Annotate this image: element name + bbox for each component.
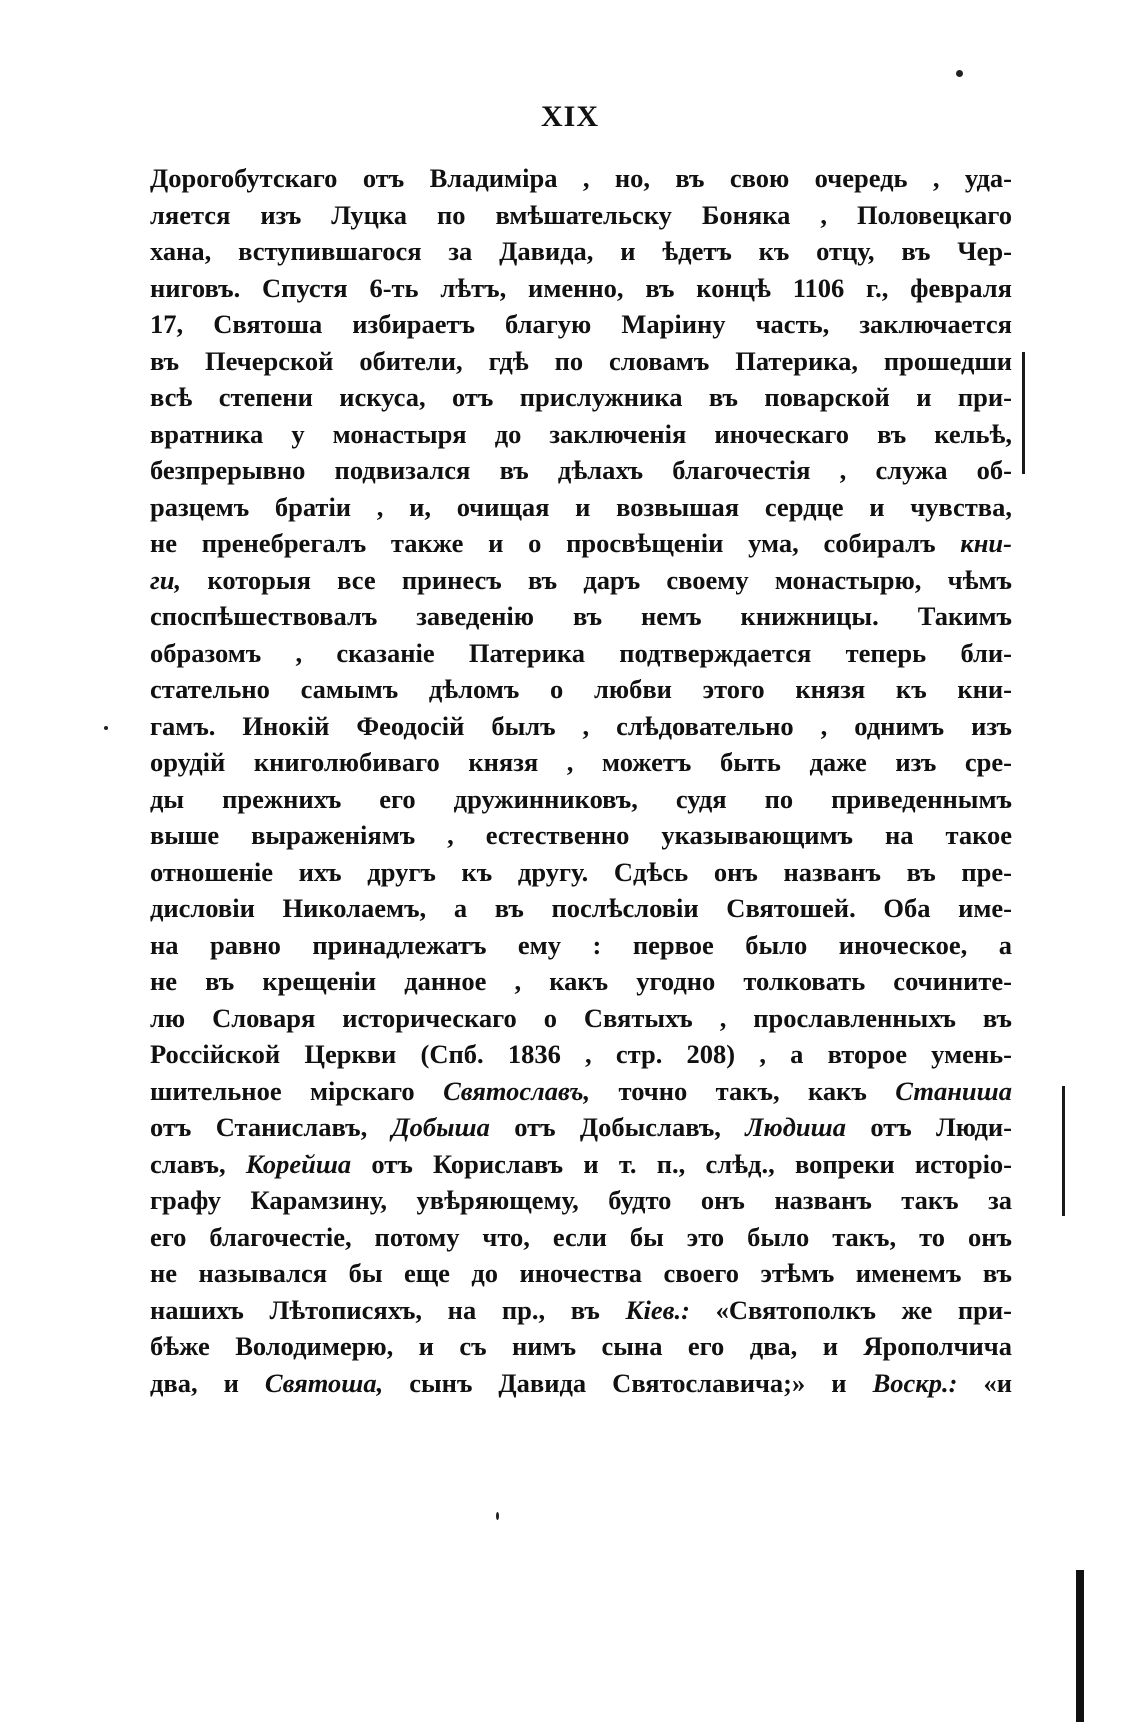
text-line <box>150 1292 1012 1329</box>
text-run: бѣже Володимерю, и съ нимъ сына его два, и Ярополчича <box>150 1331 1012 1361</box>
text-line <box>150 306 1012 343</box>
text-line <box>150 671 1012 708</box>
text-run: Россійской Церкви (Спб. 1836 , стр. 208) , а второе умень- <box>150 1039 1012 1069</box>
italic-text-run: Воскр.: <box>872 1367 958 1398</box>
text-run: въ Печерской обители, гдѣ по словамъ Патерика, прошедши <box>150 345 1012 376</box>
margin-edge-mark <box>1076 1570 1084 1722</box>
text-run: споспѣшествовалъ заведенію въ немъ книжницы. Такимъ <box>150 601 1012 631</box>
text-run: два, и <box>150 1367 265 1398</box>
italic-text-run: Добыша <box>391 1112 490 1142</box>
text-line <box>150 525 1012 562</box>
text-line <box>150 744 1012 781</box>
text-run: хана, вступившагося за Давида, и ѣдетъ къ отцу, въ Чер- <box>150 236 1012 266</box>
italic-text-run: ги, <box>150 564 182 595</box>
text-run: не назывался бы еще до иночества своего этѣмъ именемъ въ <box>150 1258 1012 1288</box>
text-run: сынъ Давида Святославича;» и <box>383 1367 873 1398</box>
text-run: его благочестіе, потому что, если бы это было такъ, то онъ <box>150 1221 1012 1252</box>
text-run: Дорогобутскаго отъ Владиміра , но, въ свою очередь , уда- <box>150 163 1012 193</box>
text-run: дисловіи Николаемъ, а въ послѣсловіи Святошей. Оба име- <box>150 893 1012 923</box>
text-line <box>150 1146 1012 1183</box>
text-run: славъ, <box>150 1148 246 1179</box>
text-line <box>150 1073 1012 1110</box>
text-line <box>150 1036 1012 1073</box>
text-line <box>150 197 1012 234</box>
text-line <box>150 1255 1012 1292</box>
italic-text-run: Корейша <box>245 1148 352 1179</box>
scan-speck <box>496 1512 499 1520</box>
text-run: ниговъ. Спустя 6-ть лѣтъ, именно, въ концѣ 1106 г., февраля <box>150 272 1012 303</box>
text-run: отъ Добыславъ, <box>489 1112 746 1142</box>
text-run: шительное мірскаго <box>150 1075 444 1106</box>
text-run: вратника у монастыря до заключенія иноческаго въ кельѣ, <box>150 418 1012 449</box>
text-run: «Святополкъ же при- <box>689 1294 1012 1325</box>
text-line <box>150 817 1012 854</box>
text-run: ляется изъ Луцка по вмѣшательску Боняка , Половецкаго <box>150 199 1012 230</box>
text-line <box>150 233 1012 270</box>
scan-speck <box>956 70 963 77</box>
margin-line-mark <box>1062 1086 1065 1216</box>
text-run: отъ Люди- <box>845 1112 1012 1142</box>
text-line <box>150 1000 1012 1037</box>
scan-speck <box>104 726 108 730</box>
text-line <box>150 781 1012 818</box>
text-line <box>150 1365 1012 1402</box>
text-run: выше выраженіямъ , естественно указывающимъ на такое <box>150 820 1012 850</box>
text-line <box>150 489 1012 526</box>
italic-text-run: Станиша <box>895 1075 1012 1106</box>
text-run: всѣ степени искуса, отъ прислужника въ поварской и при- <box>150 382 1012 412</box>
text-run: отъ Кориславъ и т. п., слѣд., вопреки исторіо- <box>351 1148 1012 1179</box>
text-line <box>150 927 1012 964</box>
text-line <box>150 160 1012 197</box>
text-run: образомъ , сказаніе Патерика подтверждается теперь бли- <box>150 637 1012 668</box>
text-line <box>150 562 1012 599</box>
italic-text-run: кни- <box>960 528 1012 558</box>
text-line <box>150 1328 1012 1365</box>
text-run: не въ крещеніи данное , какъ угодно толковать сочините- <box>150 966 1012 996</box>
text-run: на равно принадлежатъ ему : первое было иноческое, а <box>150 929 1012 960</box>
text-line <box>150 1109 1012 1146</box>
text-run: гамъ. Инокій Феодосій былъ , слѣдовательно , однимъ изъ <box>150 710 1012 741</box>
text-line <box>150 343 1012 380</box>
text-run: ды прежнихъ его дружинниковъ, судя по приведеннымъ <box>150 783 1012 814</box>
margin-line-mark <box>1022 352 1025 474</box>
text-run: лю Словаря историческаго о Святыхъ , прославленныхъ въ <box>150 1002 1012 1033</box>
text-line <box>150 635 1012 672</box>
page-number: XIX <box>540 100 599 133</box>
text-line <box>150 416 1012 453</box>
text-run: графу Карамзину, увѣряющему, будто онъ названъ такъ за <box>150 1185 1012 1215</box>
text-run: не пренебрегалъ также и о просвѣщеніи ума, собиралъ <box>150 528 961 558</box>
text-run: разцемъ братіи , и, очищая и возвышая сердце и чувства, <box>150 491 1012 522</box>
text-line <box>150 452 1012 489</box>
text-line <box>150 963 1012 1000</box>
text-run: которыя все принесъ въ даръ своему монастырю, чѣмъ <box>181 564 1012 595</box>
body-text <box>150 160 1012 1401</box>
text-line <box>150 270 1012 307</box>
text-run: нашихъ Лѣтописяхъ, на пр., въ <box>150 1294 626 1325</box>
italic-text-run: Людиша <box>745 1112 846 1142</box>
text-line <box>150 854 1012 891</box>
text-run: безпрерывно подвизался въ дѣлахъ благочестія , служа об- <box>150 455 1012 485</box>
text-run: 17, Святоша избираетъ благую Маріину часть, заключается <box>150 309 1012 339</box>
text-line <box>150 598 1012 635</box>
text-line <box>150 379 1012 416</box>
text-line <box>150 708 1012 745</box>
text-run: отъ Станиславъ, <box>150 1112 392 1142</box>
text-run: отношеніе ихъ другъ къ другу. Сдѣсь онъ названъ въ пре- <box>150 856 1012 887</box>
text-line <box>150 1219 1012 1256</box>
text-line <box>150 1182 1012 1219</box>
italic-text-run: Святославъ, <box>443 1075 591 1106</box>
italic-text-run: Кіев.: <box>625 1294 690 1325</box>
text-run: орудій книголюбиваго князя , можетъ быть даже изъ сре- <box>150 747 1012 777</box>
text-line <box>150 890 1012 927</box>
text-run: «и <box>957 1367 1012 1398</box>
italic-text-run: Святоша, <box>264 1367 384 1398</box>
text-run: стательно самымъ дѣломъ о любви этого князя къ кни- <box>150 674 1012 704</box>
text-run: точно такъ, какъ <box>590 1075 896 1106</box>
